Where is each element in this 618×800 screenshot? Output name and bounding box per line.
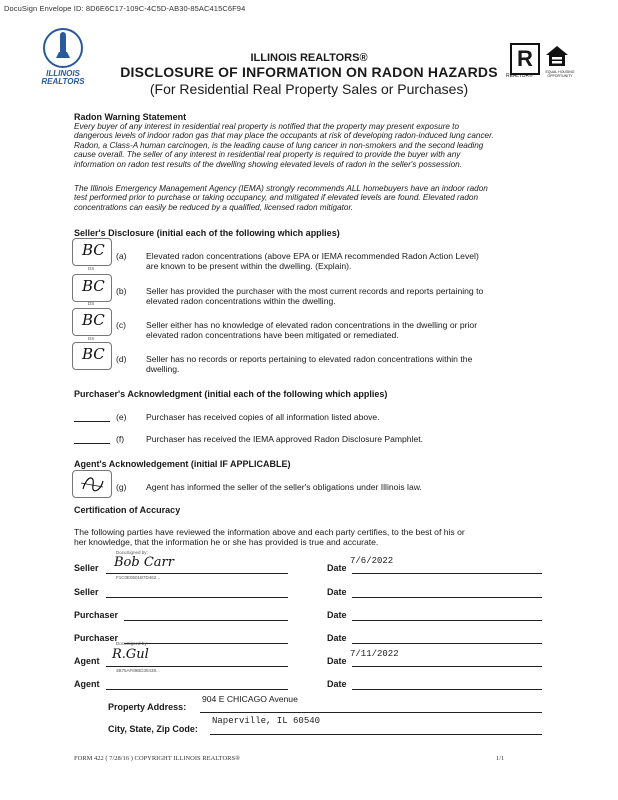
seller-disclosure-heading: Seller's Disclosure (initial each of the following which applies) xyxy=(74,228,340,238)
initials-box-g[interactable] xyxy=(72,470,112,498)
docusigned-label: DocuSigned by: xyxy=(116,641,148,646)
ds-label: DS xyxy=(88,336,95,341)
item-letter-b: (b) xyxy=(116,286,127,296)
warning-line: cause overall. The seller of any interest in residential real property is required to provide the buyer with any xyxy=(74,150,461,160)
initials-d: BC xyxy=(82,345,105,363)
warning-line: information on radon test results of the dwelling showing elevated levels of radon in the seller's possession. xyxy=(74,159,462,169)
item-text-g: Agent has informed the seller of the seller's obligations under Illinois law. xyxy=(146,482,422,492)
eho-caption: EQUAL HOUSING OPPORTUNITY xyxy=(545,70,575,78)
initials-box-b[interactable] xyxy=(72,274,112,302)
seller-label: Seller xyxy=(74,587,99,597)
initials-box-d[interactable] xyxy=(72,342,112,370)
property-address: 904 E CHICAGO Avenue xyxy=(202,694,298,704)
org-name: ILLINOIS REALTORS® xyxy=(250,52,368,64)
seller-label: Seller xyxy=(74,563,99,573)
warning-heading: Radon Warning Statement xyxy=(74,112,187,122)
envelope-id: DocuSign Envelope ID: 8D6E6C17-109C-4C5D-AB30-85AC415C6F94 xyxy=(4,4,246,13)
iema-text xyxy=(74,184,554,212)
purchaser-label: Purchaser xyxy=(74,610,119,620)
realtor-caption: REALTOR® xyxy=(506,73,533,79)
equal-housing-icon xyxy=(545,45,569,67)
item-line: are known to be present within the dwelling. (Explain). xyxy=(146,261,352,271)
iema-line: concentrations can easily be reduced by a qualified, licensed radon mitigator. xyxy=(74,202,354,212)
form-title: DISCLOSURE OF INFORMATION ON RADON HAZARDS xyxy=(120,64,498,80)
page-number: 1/1 xyxy=(496,755,505,762)
item-letter-e: (e) xyxy=(116,412,127,422)
item-line: Elevated radon concentrations (above EPA or IEMA recommended Radon Action Level) xyxy=(146,251,479,261)
signature-id: 3B75AF89BD39438... xyxy=(116,668,160,673)
agent-signature-line[interactable] xyxy=(106,666,288,667)
seller-signature-line[interactable] xyxy=(106,573,288,574)
agent-label: Agent xyxy=(74,656,100,666)
date-line[interactable] xyxy=(352,643,542,644)
date-label: Date xyxy=(327,633,347,643)
iema-line: test performed prior to purchase or taking occupancy, and mitigated if elevated levels are found. Elevated radon xyxy=(74,193,478,203)
item-letter-c: (c) xyxy=(116,320,127,330)
date-label: Date xyxy=(327,679,347,689)
iema-line: The Illinois Emergency Management Agency (IEMA) strongly recommends ALL homebuyers have an indoor radon xyxy=(74,184,488,193)
date-label: Date xyxy=(327,610,347,620)
logo-line2: REALTORS xyxy=(41,77,85,86)
purchaser-signature-line[interactable] xyxy=(124,620,288,621)
agent-label: Agent xyxy=(74,679,100,689)
purchaser-label: Purchaser xyxy=(74,633,119,643)
item-letter-g: (g) xyxy=(116,482,127,492)
initials-b: BC xyxy=(82,277,105,295)
date-line[interactable] xyxy=(352,689,542,690)
property-address-label: Property Address: xyxy=(108,702,187,712)
item-text-c xyxy=(146,320,566,340)
item-text-f: Purchaser has received the IEMA approved Radon Disclosure Pamphlet. xyxy=(146,434,424,444)
city-state-zip-label: City, State, Zip Code: xyxy=(108,724,198,734)
certification-line: her knowledge, that the information he or she has provided is true and accurate. xyxy=(74,537,379,547)
item-line: Seller has provided the purchaser with the most current records and reports pertaining to xyxy=(146,286,484,296)
item-letter-f: (f) xyxy=(116,434,125,444)
city-state-zip-line[interactable] xyxy=(210,734,542,735)
initials-c: BC xyxy=(82,311,105,329)
item-line: Seller either has no knowledge of elevated radon concentrations in the dwelling or prior xyxy=(146,320,478,330)
docusigned-label: DocuSigned by: xyxy=(116,550,148,555)
initials-box-a[interactable] xyxy=(72,238,112,266)
date-line[interactable] xyxy=(352,597,542,598)
form-footer: FORM 422 ( 7/28/16 ) COPYRIGHT ILLINOIS REALTORS® xyxy=(74,755,241,762)
date-line[interactable] xyxy=(352,573,542,574)
purchaser2-signature-line[interactable] xyxy=(124,643,288,644)
seller-date: 7/6/2022 xyxy=(350,556,394,566)
initials-line-f[interactable] xyxy=(74,443,110,444)
certification-line: The following parties have reviewed the information above and each party certifies, to the best of his or xyxy=(74,527,465,537)
signature-id: F1C0E0501B7D462... xyxy=(116,575,161,580)
date-label: Date xyxy=(327,563,347,573)
seller-signature: Bob Carr xyxy=(114,555,174,570)
certification-text xyxy=(74,527,554,547)
agent-initials-mark xyxy=(73,471,111,497)
item-line: Seller has no records or reports pertaining to elevated radon concentrations within the xyxy=(146,354,473,364)
item-text-d xyxy=(146,354,546,374)
warning-text xyxy=(74,122,554,169)
date-label: Date xyxy=(327,656,347,666)
realtor-r-logo: R xyxy=(510,43,540,75)
agent2-signature-line[interactable] xyxy=(106,689,288,690)
date-label: Date xyxy=(327,587,347,597)
initials-a: BC xyxy=(82,241,105,259)
agent-signature: R.Gul xyxy=(112,647,149,662)
initials-line-e[interactable] xyxy=(74,421,110,422)
agent-date: 7/11/2022 xyxy=(350,649,399,659)
warning-line: Radon, a Class-A human carcinogen, is the leading cause of lung cancer in non-smokers and the second leading xyxy=(74,140,484,150)
seller2-signature-line[interactable] xyxy=(106,597,288,598)
item-text-e: Purchaser has received copies of all information listed above. xyxy=(146,412,380,422)
date-line[interactable] xyxy=(352,620,542,621)
ds-label: DS xyxy=(88,266,95,271)
agent-ack-heading: Agent's Acknowledgement (initial IF APPLICABLE) xyxy=(74,459,291,469)
item-text-a xyxy=(146,251,546,271)
ds-label: DS xyxy=(88,301,95,306)
certification-heading: Certification of Accuracy xyxy=(74,505,181,515)
item-line: dwelling. xyxy=(146,364,180,374)
item-letter-a: (a) xyxy=(116,251,127,261)
item-line: elevated radon concentrations have been mitigated or remediated. xyxy=(146,330,399,340)
item-letter-d: (d) xyxy=(116,354,127,364)
item-line: elevated radon concentrations within the dwelling. xyxy=(146,296,336,306)
date-line[interactable] xyxy=(352,666,542,667)
item-text-b xyxy=(146,286,546,306)
signature-block xyxy=(74,550,554,693)
warning-line: Every buyer of any interest in residential real property is notified that the property may present exposure to xyxy=(74,122,460,131)
purchaser-ack-heading: Purchaser's Acknowledgment (initial each of the following which applies) xyxy=(74,389,388,399)
warning-line: dangerous levels of indoor radon gas that may place the occupants at risk of developing radon-induced lung cancer. xyxy=(74,131,494,141)
city-state-zip: Naperville, IL 60540 xyxy=(212,716,321,726)
logo-line1: ILLINOIS xyxy=(46,69,80,78)
initials-box-c[interactable] xyxy=(72,308,112,336)
property-address-line[interactable] xyxy=(200,712,542,713)
form-subtitle: (For Residential Real Property Sales or Purchases) xyxy=(149,81,469,97)
